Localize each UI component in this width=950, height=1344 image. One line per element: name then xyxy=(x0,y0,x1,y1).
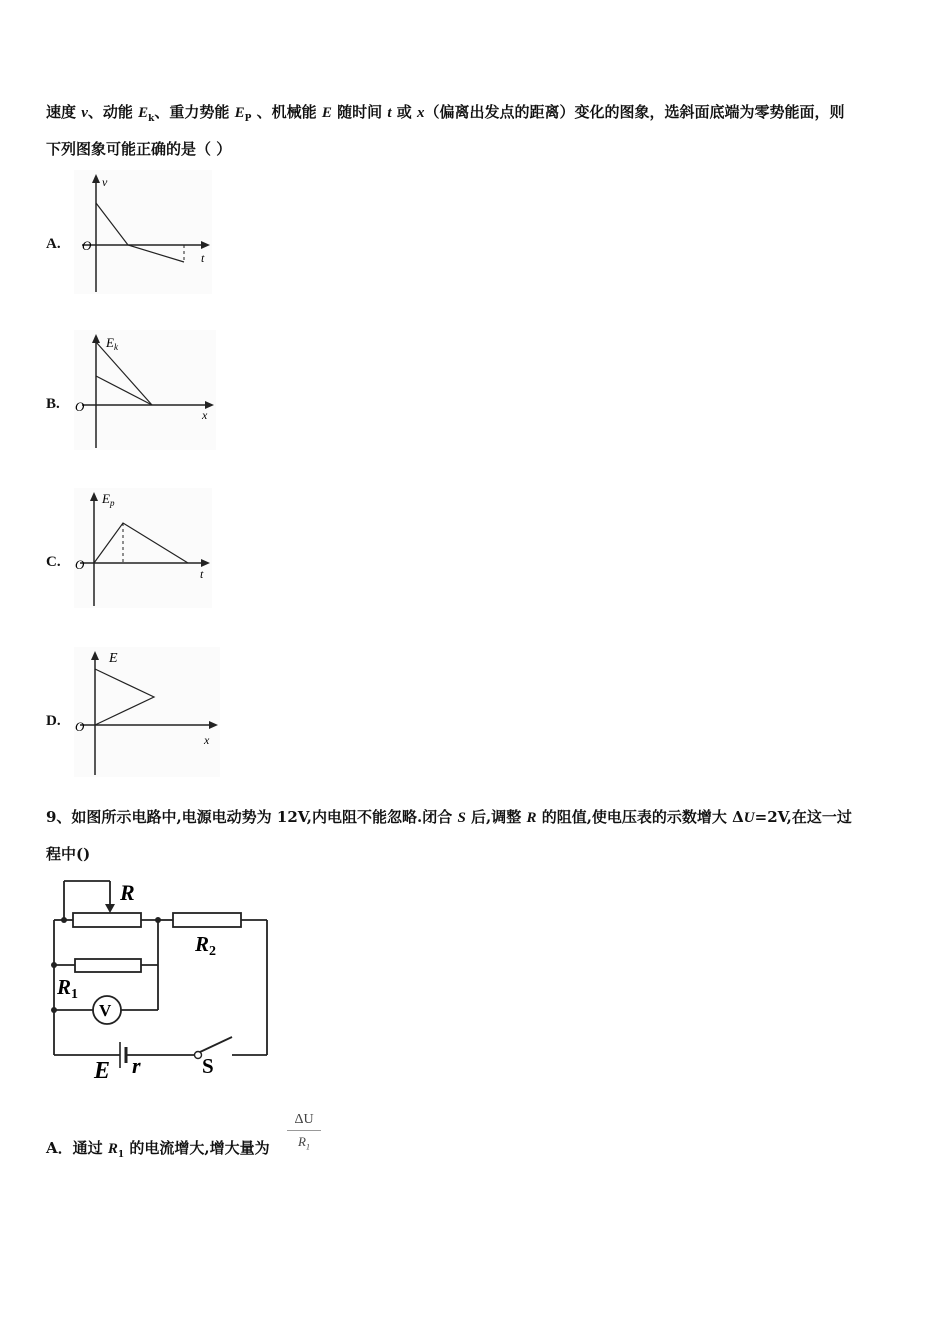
label-v: V xyxy=(99,1001,112,1020)
resistor-r2 xyxy=(173,913,241,927)
q9-stem-line2: 程中() xyxy=(46,845,91,863)
graph-c xyxy=(72,486,217,615)
graph-b-y-label: $E_k$ xyxy=(106,335,118,352)
graph-d-y-label: E xyxy=(109,651,118,666)
q9-option-a: A．通过 $R_1$ 的电流增大,增大量为 xyxy=(46,1139,270,1160)
graph-b xyxy=(72,328,220,457)
label-r: R xyxy=(120,880,135,905)
graph-a xyxy=(72,168,217,302)
graph-c-x-label: t xyxy=(200,567,204,581)
label-e: E xyxy=(94,1058,111,1084)
graph-a-origin: O xyxy=(82,238,92,253)
option-b-label: B. xyxy=(46,396,60,412)
rheostat-r xyxy=(73,913,141,927)
option-a-label: A. xyxy=(46,236,61,252)
option-c-label: C. xyxy=(46,554,61,570)
graph-b-origin: O xyxy=(75,399,85,414)
fraction-delta-u-over-r1: $\frac{\Delta U}{R_1}$ xyxy=(287,1112,321,1152)
graph-c-y-label: $E_p$ xyxy=(102,491,115,508)
q8-stem-line2: 下列图象可能正确的是（ ） xyxy=(46,140,232,158)
graph-c-origin: O xyxy=(75,557,85,572)
label-r1: R1 xyxy=(57,975,79,1002)
circuit-diagram xyxy=(40,875,280,1089)
graph-a-y-label: v xyxy=(102,175,108,189)
label-r-internal: r xyxy=(132,1053,141,1078)
graph-b-x-label: x xyxy=(202,408,208,422)
resistor-r1 xyxy=(75,959,141,972)
graph-d-x-label: x xyxy=(204,733,210,747)
graph-d-origin: O xyxy=(75,719,85,734)
q8-stem-line1: 速度 v、动能 $E_k$、重力势能 $E_P$ 、机械能 E 随时间 t 或 x（偏离出发点的距离）变化的图象，选斜面底端为零势能面，则 xyxy=(46,103,845,124)
graph-a-x-label: t xyxy=(201,251,205,265)
label-s: S xyxy=(202,1054,214,1078)
graph-d xyxy=(72,645,224,784)
label-r2: R2 xyxy=(195,932,217,959)
option-d-label: D. xyxy=(46,713,61,729)
q9-stem-line1: 9、如图所示电路中,电源电动势为 12V,内电阻不能忽略.闭合 S 后,调整 R 的阻值,使电压表的示数增大 ΔU=2V,在这一过 xyxy=(46,808,852,826)
